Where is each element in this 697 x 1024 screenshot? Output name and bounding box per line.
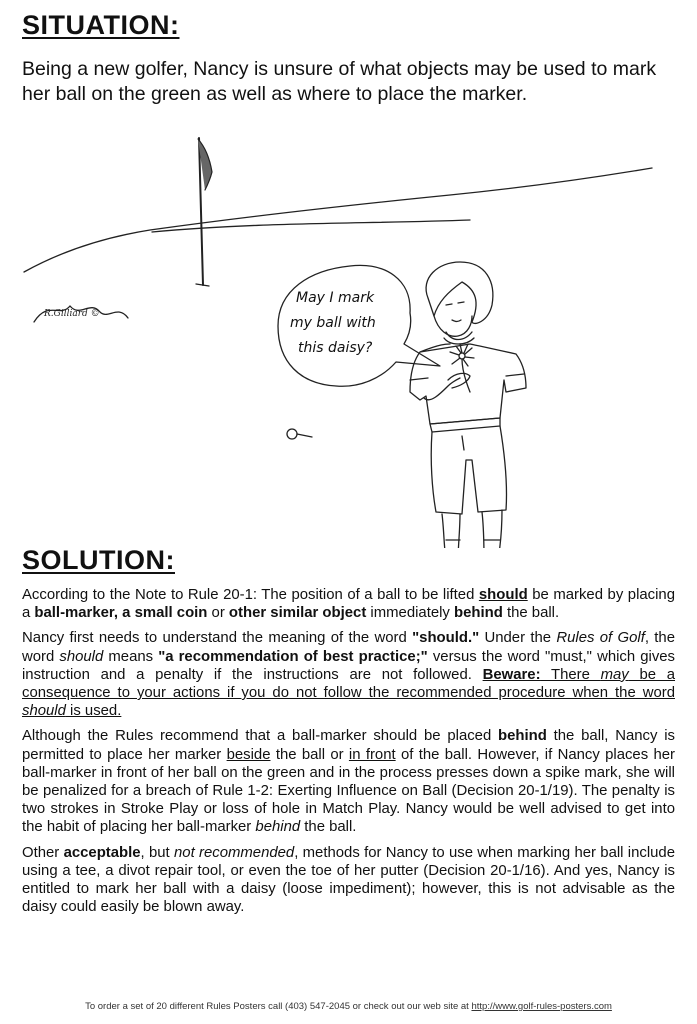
nancy-collar — [444, 332, 474, 344]
footer-text: To order a set of 20 different Rules Posters call (403) 547-2045 or check out our web site at — [85, 1001, 472, 1012]
solution-body — [22, 586, 675, 923]
nancy-hand — [448, 373, 470, 388]
nancy-figure — [410, 262, 526, 548]
nancy-arm — [424, 378, 460, 400]
artist-signature: R.Gilliard © — [44, 309, 100, 319]
nancy-face — [434, 316, 472, 336]
nancy-belt — [430, 418, 500, 432]
solution-paragraph-1: According to the Note to Rule 20-1: The position of a ball to be lifted should be marked by placing a ball-marker, a small coin or other similar object immediately behind the ball. — [22, 587, 675, 622]
ball-marker-icon — [287, 429, 312, 439]
website-link[interactable]: http://www.golf-rules-posters.com — [471, 1001, 612, 1012]
nancy-hair — [426, 262, 493, 323]
situation-heading: SITUATION: — [22, 10, 180, 40]
green-back-line — [152, 220, 470, 232]
golf-illustration — [0, 128, 697, 548]
solution-paragraph-2: Nancy first needs to understand the meaning of the word "should." Under the Rules of Golf, the word should means "a recommendation of best practice;" versus the word "must," which gives instruction and a penalty if the instructions are not followed. Beware: There may be a consequence to your actions if you do not follow the recommended procedure when the word should is used. — [22, 630, 676, 720]
bubble-line-3: this daisy? — [298, 340, 373, 356]
nancy-shirt — [410, 344, 526, 424]
solution-heading: SOLUTION: — [22, 545, 175, 575]
nancy-legs — [442, 510, 502, 548]
nancy-shorts — [431, 426, 506, 514]
solution-paragraph-4: Other acceptable, but not recommended, methods for Nancy to use when marking her ball include using a tee, a divot repair tool, or even the toe of her putter (Decision 20-1/16). And yes, Nancy is entitled to mark her ball with a daisy (loose impediment); however, this is not advisable as the daisy could easily be blown away. — [22, 844, 675, 916]
bubble-line-2: my ball with — [290, 315, 376, 331]
footer — [0, 1001, 697, 1012]
bubble-line-1: May I mark — [296, 290, 375, 306]
green-horizon-line — [24, 168, 652, 272]
situation-text: Being a new golfer, Nancy is unsure of what objects may be used to mark her ball on the green as well as where to place the marker. — [22, 58, 657, 105]
solution-paragraph-3: Although the Rules recommend that a ball-marker should be placed behind the ball, Nancy is permitted to place her marker beside the ball or in front of the ball. However, if Nancy places her ball-marker in front of her ball on the green and in the process presses down a spike mark, she will be penalized for a breach of Rule 1-2: Exerting Influence on Ball (Decision 20-1/19). The penalty is two strokes in Stroke Play or loss of hole in Match Play. Nancy would be well advised to get into the habit of placing her ball-marker behind the ball. — [22, 728, 675, 836]
